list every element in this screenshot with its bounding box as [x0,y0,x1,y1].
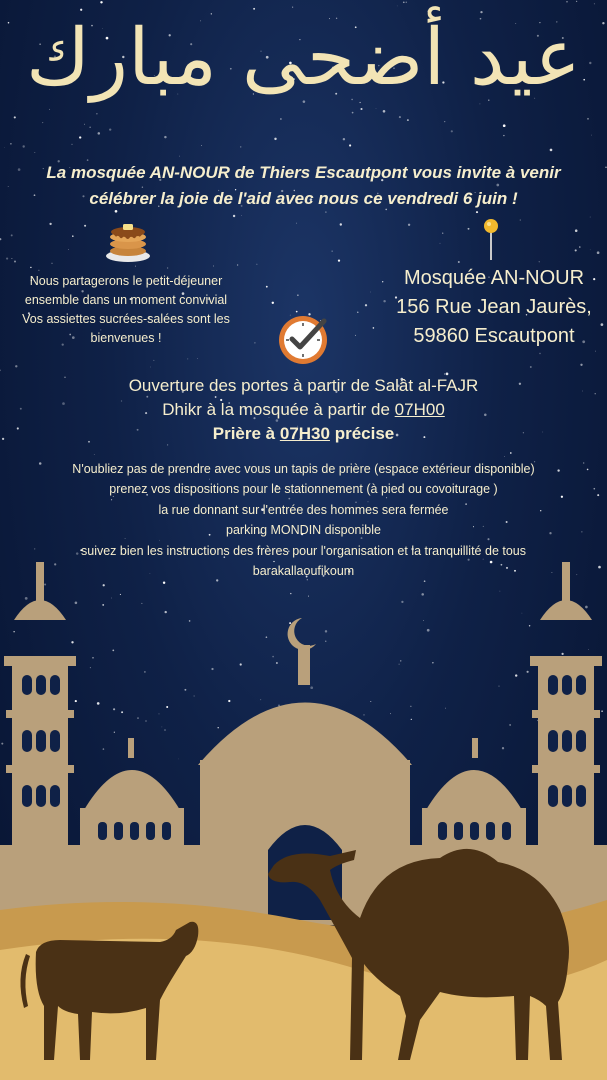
doors-opening: Ouverture des portes à partir de Salât al-FAJR [128,376,479,395]
star [383,110,386,113]
star [98,132,101,135]
note-line: la rue donnant sur l'entrée des hommes sera fermée [158,502,449,517]
city: 59860 Escautpont [413,325,575,347]
star [580,364,582,366]
star [297,295,298,296]
star [579,246,581,248]
star [100,1,102,3]
star [79,136,81,138]
star [272,302,274,304]
star [0,370,1,372]
eid-title-arabic: عيد أضحى مبارك [26,13,581,103]
star [510,452,512,454]
star [594,3,595,4]
prayer-time-line [0,422,607,446]
star [38,270,39,271]
invitation-line: célébrer la joie de l'aid avec nous ce vendredi 6 juin ! [89,189,518,208]
star [340,223,342,225]
star [197,358,198,359]
star [71,144,72,145]
star [22,145,24,147]
star [109,128,111,130]
star [399,116,401,118]
star [397,6,398,7]
star [135,266,136,267]
pancakes-icon [104,218,152,264]
note-line: barakallaoufikoum [252,564,355,579]
breakfast-text [6,272,246,348]
clock-check-icon [276,312,330,366]
breakfast-line: ensemble dans un moment convivial [24,293,228,307]
star [34,194,36,196]
invitation-text [40,160,567,212]
star [587,118,589,120]
star [84,225,86,227]
invitation-line: La mosquée AN-NOUR de Thiers Escautpont vous invite à venir [46,163,561,182]
star [42,122,43,123]
map-pin-icon [483,218,499,262]
star [440,243,441,244]
star [90,127,91,128]
star [357,312,358,313]
prayer-prefix: Prière à [212,424,280,443]
star [382,281,383,282]
star [590,217,591,218]
star [240,146,242,148]
star [167,267,168,268]
star [213,266,214,267]
star [566,1,568,3]
street: 156 Rue Jean Jaurès, [396,296,592,318]
star [539,353,540,354]
dhikr-time-line [0,398,607,422]
star [590,249,591,250]
note-line: suivez bien les instructions des frères pour l'organisation et la tranquillité de tous [81,543,526,558]
star [365,304,367,306]
star [530,366,532,368]
mosque-name: Mosquée AN-NOUR [403,267,585,289]
mosque-address [386,264,602,351]
mosque-desert-illustration [0,560,607,1080]
star [49,223,51,225]
star [468,228,470,230]
star [403,1,405,3]
star [296,223,297,224]
star [14,261,16,263]
crescent-moon-icon [288,618,316,650]
star [266,286,268,288]
star [504,456,505,457]
star [11,234,13,236]
star [68,249,69,250]
schedule-block [0,374,607,446]
star [503,124,506,127]
star [4,147,5,148]
star [94,454,95,455]
star [576,1,577,2]
star [338,259,340,261]
dhikr-time: 07H00 [394,400,445,419]
dhikr-prefix: Dhikr à la mosquée à partir de [162,400,395,419]
star [201,145,202,146]
star [444,121,445,122]
star [254,342,255,343]
star [451,130,453,132]
star [237,264,238,265]
star [6,258,8,260]
star [15,365,17,367]
prayer-time: 07H30 [279,424,330,443]
star [164,136,166,138]
star [11,258,12,259]
star [408,224,410,226]
star [442,233,443,234]
star [332,251,333,252]
star [8,186,9,187]
star [373,327,375,329]
star [458,261,460,263]
note-line: N'oubliez pas de prendre avec vous un tapis de prière (espace extérieur disponible) [72,462,535,476]
star [241,215,242,216]
star [597,251,600,254]
star [233,215,235,217]
star [370,292,371,293]
star [30,267,31,268]
star [179,156,180,157]
star [352,112,354,114]
star [539,261,540,262]
star [187,358,188,359]
breakfast-line: Nous partagerons le petit-déjeuner [29,274,223,288]
breakfast-line: bienvenues ! [90,331,162,345]
star [280,118,282,120]
star [274,138,276,140]
prayer-suffix: précise [329,424,395,443]
star [0,238,1,240]
star [343,138,345,140]
star [154,360,155,361]
star [52,263,53,264]
star [72,235,74,237]
star [406,2,407,3]
note-line: prenez vos dispositions pour le stationnement (à pied ou covoiturage ) [109,482,498,497]
star [18,168,21,171]
star [575,229,578,232]
star [84,124,85,125]
star [550,149,553,152]
star [349,144,351,146]
star [503,135,504,136]
breakfast-line: Vos assiettes sucrées-salées sont les [22,312,230,326]
star [150,367,151,368]
star [10,143,12,145]
star [407,119,409,121]
star [591,135,592,136]
star [520,220,521,221]
star [355,335,356,336]
star [34,152,35,153]
note-line: parking MONDIN disponible [226,523,381,538]
star [256,264,257,265]
star [96,113,97,114]
star [575,249,577,251]
star [14,116,16,118]
